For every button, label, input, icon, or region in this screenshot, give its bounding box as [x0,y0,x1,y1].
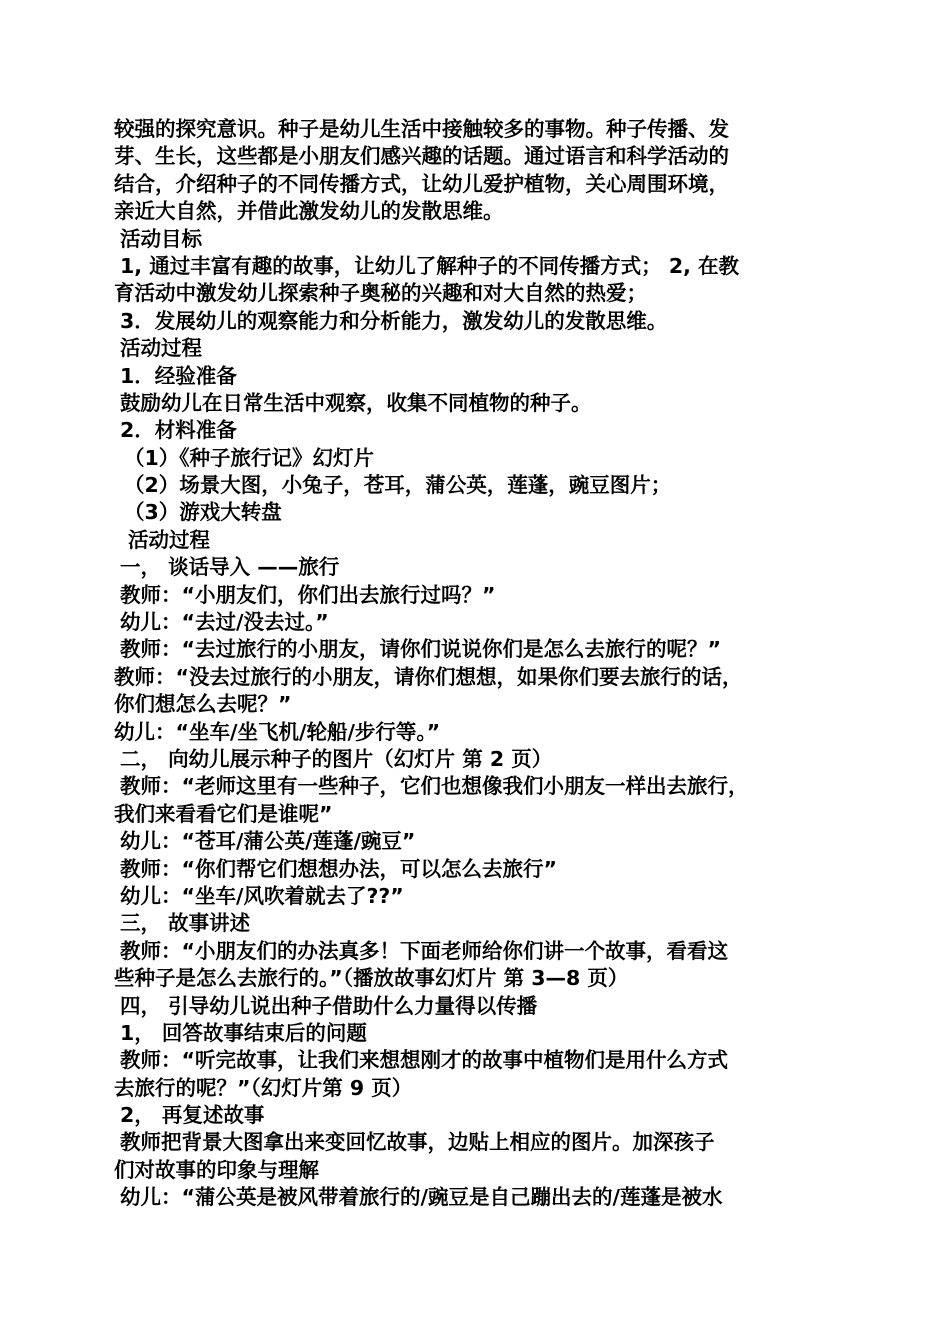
text-line: 亲近大自然，并借此激发幼儿的发散思维。 [114,199,504,224]
text-line: 们对故事的印象与理解 [114,1157,319,1182]
text-line: 3．发展幼儿的观察能力和分析能力，激发幼儿的发散思维。 [120,308,668,333]
text-line: 结合，介绍种子的不同传播方式，让幼儿爱护植物，关心周围环境， [114,171,729,196]
text-line: 1, 通过丰富有趣的故事，让幼儿了解种子的不同传播方式； 2, 在教 [120,253,740,278]
list-item: （3）游戏大转盘 [124,500,282,525]
step-heading: 三， 故事讲述 [120,911,251,936]
text-line: 2．材料准备 [120,418,237,443]
dialogue-line: 幼儿：“坐车/坐飞机/轮船/步行等。” [114,719,441,744]
dialogue-line: 幼儿：“坐车/风吹着就去了??” [120,883,404,908]
dialogue-line: 幼儿：“去过/没去过。” [120,610,329,635]
dialogue-line: 教师：“小朋友们的办法真多！下面老师给你们讲一个故事，看看这 [120,938,728,963]
section-heading: 活动过程 [120,336,202,361]
dialogue-line: 去旅行的呢？”（幻灯片第 9 页） [114,1075,413,1100]
text-line: 教师把背景大图拿出来变回忆故事，边贴上相应的图片。加深孩子 [120,1130,715,1155]
section-heading: 活动过程 [128,527,210,552]
step-heading: 二， 向幼儿展示种子的图片（幻灯片 第 2 页） [120,746,553,771]
text-line: 芽、生长，这些都是小朋友们感兴趣的话题。通过语言和科学活动的 [114,144,729,169]
dialogue-line: 教师：“听完故事，让我们来想想刚才的故事中植物们是用什么方式 [120,1048,728,1073]
dialogue-line: 幼儿：“苍耳/蒲公英/莲蓬/豌豆” [120,829,416,854]
dialogue-line: 我们来看看它们是谁呢” [114,801,333,826]
step-subheading: 2， 再复述故事 [120,1103,265,1128]
step-subheading: 1， 回答故事结束后的问题 [120,1020,367,1045]
text-line: 鼓励幼儿在日常生活中观察，收集不同植物的种子。 [120,390,592,415]
step-heading: 一， 谈话导入 ——旅行 [120,555,340,580]
text-line: 1．经验准备 [120,363,237,388]
dialogue-line: 教师：“老师这里有一些种子，它们也想像我们小朋友一样出去旅行， [120,774,749,799]
list-item: （1）《种子旅行记》幻灯片 [124,445,375,470]
text-line: 育活动中激发幼儿探索种子奥秘的兴趣和对大自然的热爱； [114,281,647,306]
dialogue-line: 教师：“没去过旅行的小朋友，请你们想想，如果你们要去旅行的话， [114,664,743,689]
dialogue-line: 你们想怎么去呢？” [114,692,292,717]
dialogue-line: 些种子是怎么去旅行的。”（播放故事幻灯片 第 3—8 页） [114,966,629,991]
dialogue-line: 教师：“小朋友们，你们出去旅行过吗？” [120,582,496,607]
dialogue-line: 教师：“你们帮它们想想办法，可以怎么去旅行” [120,856,557,881]
section-heading: 活动目标 [120,226,202,251]
dialogue-line: 教师：“去过旅行的小朋友，请你们说说你们是怎么去旅行的呢？” [120,637,721,662]
step-heading: 四， 引导幼儿说出种子借助什么力量得以传播 [120,993,538,1018]
text-line: 较强的探究意识。种子是幼儿生活中接触较多的事物。种子传播、发 [114,117,729,141]
dialogue-line: 幼儿：“蒲公英是被风带着旅行的/豌豆是自己蹦出去的/莲蓬是被水 [120,1185,723,1210]
list-item: （2）场景大图，小兔子，苍耳，蒲公英，莲蓬，豌豆图片； [124,473,672,498]
document-body [114,116,844,1212]
